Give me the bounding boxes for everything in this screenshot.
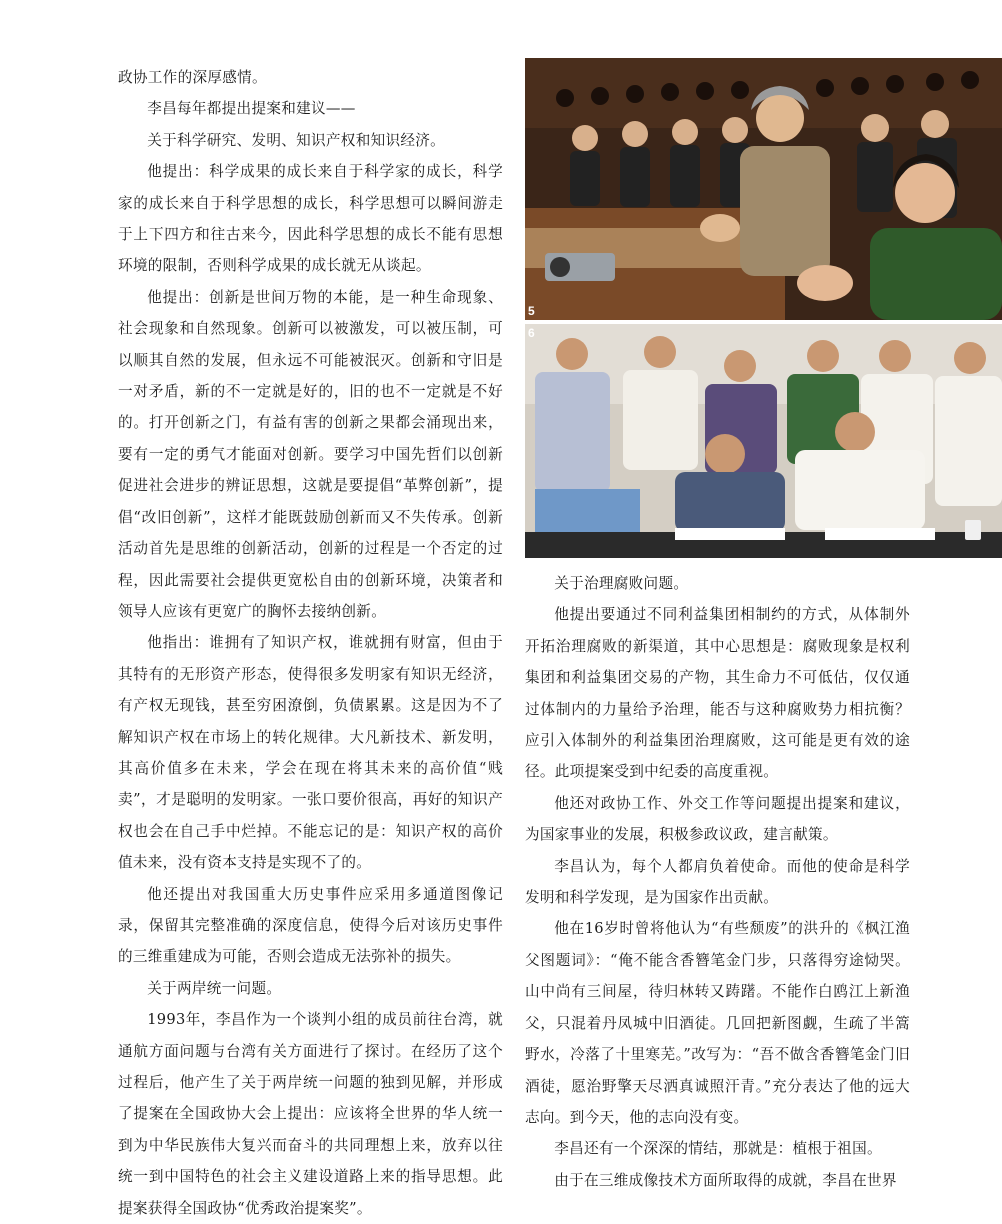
paragraph: 李昌还有一个深深的情结，那就是：植根于祖国。: [554, 1140, 882, 1158]
paragraph: 关于科学研究、发明、知识产权和知识经济。: [147, 131, 446, 149]
photo-number: 5: [528, 304, 535, 318]
paragraph: 他提出：创新是世间万物的本能，是一种生命现象、社会现象和自然现象。创新可以被激发，可以被压制，可以顺其自然的发展，但永远不可能被泯灭。创新和守旧是一对矛盾，新的不一定就是好的，旧的也不一定就是不好的。打开创新之门，有益有害的创新之果都会涌现出来，要有一定的勇气才能面对创新。要学习中国先哲们以创新促进社会进步的辨证思想，这就是要提倡“革弊创新”，提倡“改旧创新”，这样才能既鼓励创新而又不失传承。创新活动首先是思维的创新活动，创新的过程是一个否定的过程，因此需要社会提供更宽松自由的创新环境，决策者和领导人应该有更宽广的胸怀去接纳创新。: [118, 288, 503, 620]
paragraph: 他还对政协工作、外交工作等问题提出提案和建议，为国家事业的发展，积极参政议政，建言献策。: [525, 794, 910, 844]
paragraph: 他指出：谁拥有了知识产权，谁就拥有财富，但由于其特有的无形资产形态，使得很多发明家有知识无经济，有产权无现钱，甚至穷困潦倒，负债累累。这是因为不了解知识产权在市场上的转化规律。大凡新技术、新发明，其高价值多在未来，学会在现在将其未来的高价值“贱卖”，才是聪明的发明家。一张口要价很高，再好的知识产权也会在自己手中烂掉。不能忘记的是：知识产权的高价值未来，没有资本支持是实现不了的。: [118, 634, 503, 872]
left-text-column: [118, 62, 503, 1224]
paragraph: 他还提出对我国重大历史事件应采用多通道图像记录，保留其完整准确的深度信息，使得今后对该历史事件的三维重建成为可能，否则会造成无法弥补的损失。: [118, 885, 503, 966]
paragraph: 关于治理腐败问题。: [554, 575, 689, 592]
paragraph: 李昌每年都提出提案和建议——: [147, 100, 356, 118]
right-text-column: [525, 568, 910, 1196]
paragraph: 他提出：科学成果的成长来自于科学家的成长，科学家的成长来自于科学思想的成长，科学思想可以瞬间游走于上下四方和往古来今，因此科学思想的成长不能有思想环境的限制，否则科学成果的成长就无从谈起。: [118, 163, 503, 275]
paragraph: 1993年，李昌作为一个谈判小组的成员前往台湾，就通航方面问题与台湾有关方面进行了探讨。在经历了这个过程后，他产生了关于两岸统一问题的独到见解，并形成了提案在全国政协大会上提出：应该将全世界的华人统一到为中华民族伟大复兴而奋斗的共同理想上来，放弃以往统一到中国特色的社会主义建设道路上来的指导思想。此提案获得全国政协“优秀政治提案奖”。: [118, 1011, 503, 1217]
paragraph: 他在16岁时曾将他认为“有些颓废”的洪升的《枫江渔父图题词》：“俺不能含香簪笔金门步，只落得穷途恸哭。山中尚有三间屋，待归林转又踌躇。不能作白鸥江上新渔父，只混着丹凤城中旧酒徒。几回把新图觑，生疏了半篙野水，冷落了十里寒芜。”改写为：“吾不做含香簪笔金门旧酒徒，愿治野擎天尽洒真诚照汗青。”充分表达了他的远大志向。到今天，他的志向没有变。: [525, 920, 910, 1126]
photo-signing-ceremony: [525, 324, 1002, 558]
paragraph: 他提出要通过不同利益集团相制约的方式，从体制外开拓治理腐败的新渠道，其中心思想是：腐败现象是权利集团和利益集团交易的产物，其生命力不可低估，仅仅通过体制内的力量给予治理，能否与这种腐败势力相抗衡？应引入体制外的利益集团治理腐败，这可能是更有效的途径。此项提案受到中纪委的高度重视。: [525, 606, 910, 781]
paragraph: 李昌认为，每个人都肩负着使命。而他的使命是科学发明和科学发现，是为国家作出贡献。: [525, 857, 910, 907]
photo-number: 6: [528, 326, 535, 340]
photo-6-illustration: [525, 324, 1002, 558]
paragraph: 政协工作的深厚感情。: [118, 69, 267, 86]
photo-5-illustration: [525, 58, 1002, 320]
paragraph: 关于两岸统一问题。: [147, 979, 282, 997]
photo-audience-applauding: [525, 58, 1002, 320]
paragraph: 由于在三维成像技术方面所取得的成就，李昌在世界: [554, 1171, 897, 1189]
